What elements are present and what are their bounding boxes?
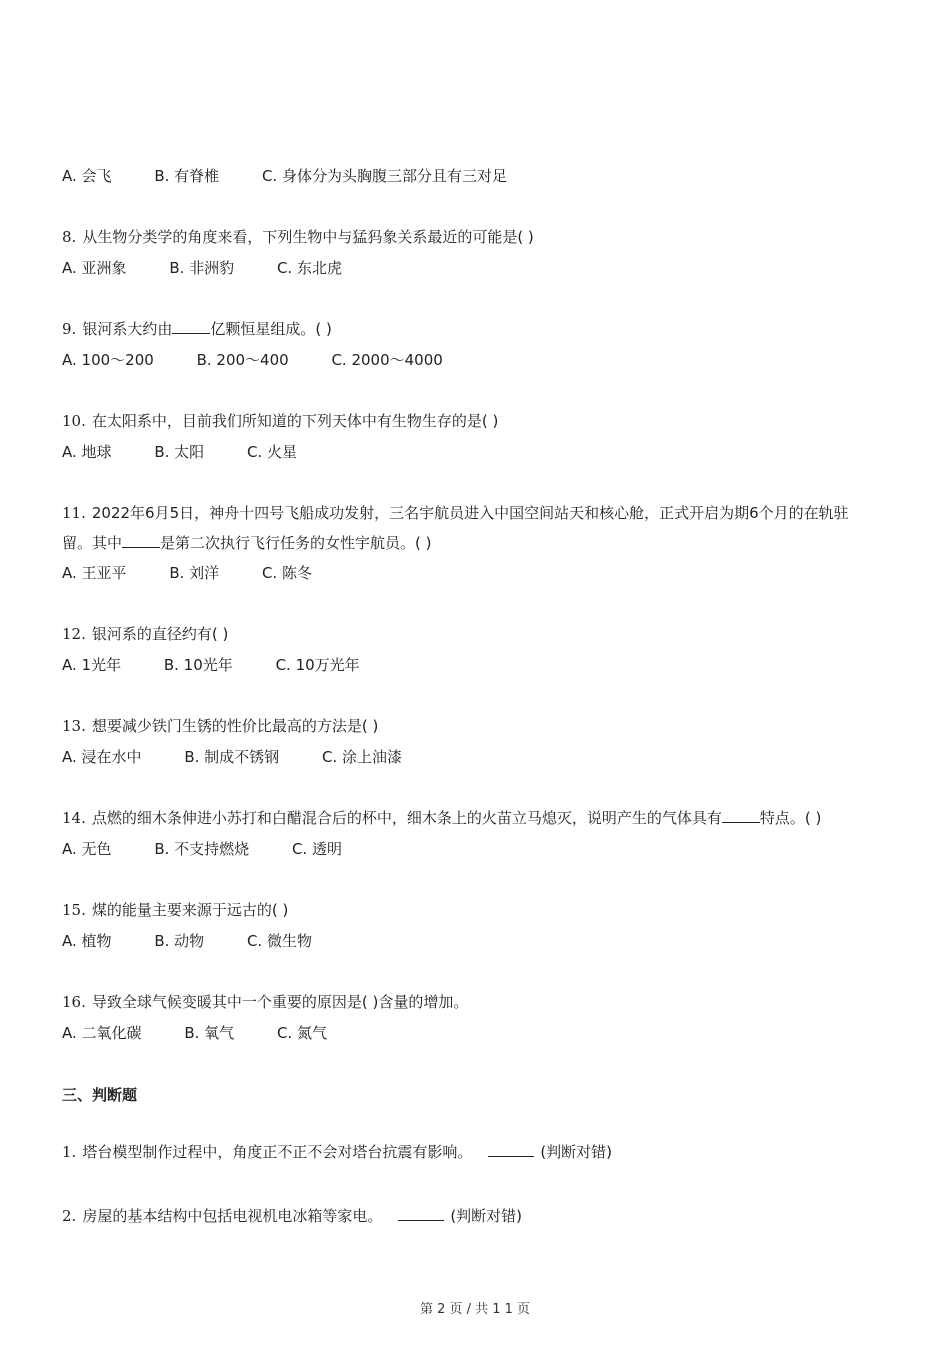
page-footer: 第 2 页 / 共 1 1 页 bbox=[419, 1302, 531, 1317]
q12-stem bbox=[62, 624, 228, 644]
q11-options bbox=[62, 563, 350, 583]
q14-option-c: C. 透明 bbox=[291, 840, 342, 858]
q9-option-c: C. 2000～4000 bbox=[331, 351, 443, 369]
q16-option-a: A. 二氧化碳 bbox=[62, 1024, 142, 1042]
q13-options bbox=[62, 747, 440, 767]
q15-text: 煤的能量主要来源于远古的( ) bbox=[91, 901, 289, 919]
q11-stem-line1 bbox=[62, 503, 849, 523]
q7-options bbox=[62, 166, 545, 186]
q16-stem bbox=[62, 992, 468, 1012]
q11-option-a: A. 王亚平 bbox=[62, 564, 127, 582]
q8-number: 8. bbox=[62, 228, 77, 246]
q16-number: 16. bbox=[62, 993, 86, 1011]
j2-text: 房屋的基本结构中包括电视机电冰箱等家电。 bbox=[82, 1207, 383, 1225]
q10-option-b: B. 太阳 bbox=[154, 443, 205, 461]
j2-stem bbox=[62, 1206, 522, 1226]
q10-stem bbox=[62, 411, 498, 431]
q16-option-c: C. 氮气 bbox=[276, 1024, 327, 1042]
q16-text: 导致全球气候变暖其中一个重要的原因是( )含量的增加。 bbox=[91, 993, 469, 1011]
q13-option-a: A. 浸在水中 bbox=[62, 748, 142, 766]
q14-option-a: A. 无色 bbox=[62, 840, 112, 858]
j2-suffix: (判断对错) bbox=[450, 1207, 523, 1225]
q8-option-c: C. 东北虎 bbox=[276, 259, 342, 277]
q7-option-b: B. 有脊椎 bbox=[154, 167, 220, 185]
q11-number: 11. bbox=[62, 504, 86, 522]
q7-option-c: C. 身体分为头胸腹三部分且有三对足 bbox=[261, 167, 507, 185]
q9-stem bbox=[62, 319, 332, 339]
q16-options bbox=[62, 1023, 365, 1043]
q15-number: 15. bbox=[62, 901, 86, 919]
q8-options bbox=[62, 258, 380, 278]
q12-text: 银河系的直径约有( ) bbox=[91, 625, 229, 643]
q14-blank bbox=[722, 808, 760, 823]
section-heading-judgment: 三、判断题 bbox=[62, 1086, 138, 1104]
q16-option-b: B. 氧气 bbox=[184, 1024, 235, 1042]
q14-text-a: 点燃的细木条伸进小苏打和白醋混合后的杯中，细木条上的火苗立马熄灭，说明产生的气体具有 bbox=[91, 809, 722, 827]
q11-text1: 2022年6月5日，神舟十四号飞船成功发射，三名宇航员进入中国空间站天和核心舱，正式开启为期6个月的在轨驻 bbox=[91, 504, 849, 522]
q11-text2-a: 留。其中 bbox=[62, 534, 123, 552]
q13-text: 想要减少铁门生锈的性价比最高的方法是( ) bbox=[91, 717, 379, 735]
q11-blank bbox=[122, 533, 160, 548]
q15-options bbox=[62, 931, 350, 951]
q8-stem bbox=[62, 227, 534, 247]
q9-option-b: B. 200～400 bbox=[196, 351, 289, 369]
q12-option-c: C. 10万光年 bbox=[275, 656, 360, 674]
q9-number: 9. bbox=[62, 320, 77, 338]
q9-text-b: 亿颗恒星组成。( ) bbox=[210, 320, 332, 338]
q15-option-b: B. 动物 bbox=[154, 932, 205, 950]
q8-option-a: A. 亚洲象 bbox=[62, 259, 127, 277]
q13-number: 13. bbox=[62, 717, 86, 735]
q11-option-c: C. 陈冬 bbox=[261, 564, 312, 582]
q12-option-a: A. 1光年 bbox=[62, 656, 122, 674]
q9-options bbox=[62, 350, 481, 370]
q15-stem bbox=[62, 900, 288, 920]
j1-stem bbox=[62, 1142, 612, 1162]
q10-number: 10. bbox=[62, 412, 86, 430]
j1-answer-blank[interactable] bbox=[488, 1142, 534, 1157]
q10-option-a: A. 地球 bbox=[62, 443, 112, 461]
q15-option-c: C. 微生物 bbox=[246, 932, 312, 950]
q12-options bbox=[62, 655, 398, 675]
q15-option-a: A. 植物 bbox=[62, 932, 112, 950]
j2-answer-blank[interactable] bbox=[398, 1206, 444, 1221]
q14-text-b: 特点。( ) bbox=[759, 809, 822, 827]
q14-option-b: B. 不支持燃烧 bbox=[154, 840, 250, 858]
q10-text: 在太阳系中，目前我们所知道的下列天体中有生物生存的是( ) bbox=[91, 412, 499, 430]
q9-option-a: A. 100～200 bbox=[62, 351, 154, 369]
q8-option-b: B. 非洲豹 bbox=[169, 259, 235, 277]
q14-options bbox=[62, 839, 380, 859]
q14-number: 14. bbox=[62, 809, 86, 827]
q13-option-c: C. 涂上油漆 bbox=[321, 748, 402, 766]
j1-suffix: (判断对错) bbox=[540, 1143, 613, 1161]
q11-option-b: B. 刘洋 bbox=[169, 564, 220, 582]
j2-number: 2. bbox=[62, 1207, 77, 1225]
q11-stem-line2 bbox=[62, 533, 432, 553]
q8-text: 从生物分类学的角度来看，下列生物中与猛犸象关系最近的可能是( ) bbox=[82, 228, 534, 246]
q13-stem bbox=[62, 716, 378, 736]
q9-text-a: 银河系大约由 bbox=[82, 320, 173, 338]
q13-option-b: B. 制成不锈钢 bbox=[184, 748, 280, 766]
q7-option-a: A. 会飞 bbox=[62, 167, 112, 185]
j1-text: 塔台模型制作过程中，角度正不正不会对塔台抗震有影响。 bbox=[82, 1143, 473, 1161]
q12-number: 12. bbox=[62, 625, 86, 643]
q10-option-c: C. 火星 bbox=[246, 443, 297, 461]
j1-number: 1. bbox=[62, 1143, 77, 1161]
q11-text2-b: 是第二次执行飞行任务的女性宇航员。( ) bbox=[160, 534, 432, 552]
q9-blank bbox=[172, 319, 210, 334]
q10-options bbox=[62, 442, 335, 462]
q14-stem bbox=[62, 808, 821, 828]
q12-option-b: B. 10光年 bbox=[163, 656, 233, 674]
